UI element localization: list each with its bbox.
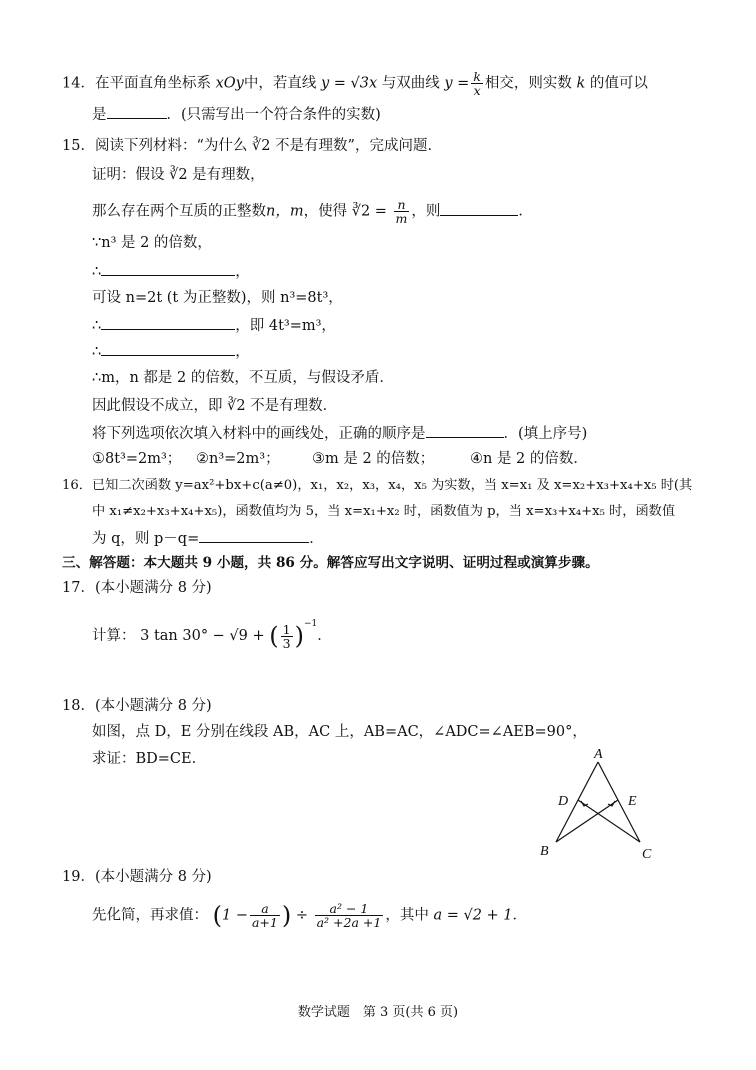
q16-line1: 16．已知二次函数 y=ax²+bx+c(a≠0)，x₁，x₂，x₃，x₄，x₅ 为实数，当 x=x₁ 及 x=x₂+x₃+x₄+x₅ 时(其 (62, 478, 693, 493)
q18-prove: 求证：BD=CE. (92, 751, 197, 767)
q15-order-question: 将下列选项依次填入材料中的画线处，正确的顺序是 ．(填上序号) (92, 423, 587, 444)
section-3-heading: 三、解答题：本大题共 9 小题，共 86 分。解答应写出文字说明、证明过程或演算步骤。 (62, 555, 599, 571)
q15-option-1: ①8t³=2m³； (92, 451, 182, 467)
q18-number: 18． (62, 698, 95, 714)
q15-proof-exists: 那么存在两个互质的正整数n，m，使得 ∛2 = $\frac{n}{m}$ ，则 ． (92, 197, 533, 226)
q15-intro: 15．阅读下列材料：“为什么 ∛2 不是有理数”，完成问题． (62, 138, 442, 154)
q15-option-3: ③m 是 2 的倍数； (312, 451, 435, 467)
page-footer: 数学试题 第 3 页(共 6 页) (297, 1005, 459, 1020)
q15-blank-4[interactable] (101, 341, 235, 356)
q18-header: 18．(本小题满分 8 分) (62, 698, 212, 714)
q17-fraction-one-third: $\frac{1}{3}$ (282, 621, 291, 651)
q14-line1: 14．在平面直角坐标系 xOy中，若直线 y = √3x 与双曲线 y = $\frac{k}{x}$ 相交，则实数 k 的值可以 (62, 69, 648, 98)
right-angle-mark-e (608, 801, 615, 806)
q14-hyperbola-fraction: $\frac{k}{x}$ (473, 69, 481, 98)
q15-option-2: ②n³=2m³； (196, 451, 280, 467)
q17-expression: 计算： 3 tan 30° − √9 + ( $\frac{1}{3}$ )$^{-1}$． (92, 619, 332, 651)
q16-answer-blank[interactable] (199, 528, 309, 543)
q15-contradiction: ∴m，n 都是 2 的倍数，不互质，与假设矛盾． (92, 370, 394, 386)
q15-blank-3[interactable] (101, 315, 235, 330)
q18-given: 如图，点 D，E 分别在线段 AB，AC 上，AB=AC，∠ADC=∠AEB=90°， (92, 724, 587, 740)
label-d: D (558, 794, 569, 809)
q18-triangle-figure (528, 742, 668, 866)
q14-line2: 是 ．(只需写出一个符合条件的实数) (92, 104, 381, 125)
label-a: A (594, 747, 603, 762)
q15-proof-assume: 证明：假设 ∛2 是有理数， (92, 167, 265, 183)
q14-answer-blank[interactable] (107, 104, 167, 119)
q15-number: 15． (62, 138, 95, 154)
q15-step-blank-3: ∴ ，即 4t³=m³， (92, 315, 336, 336)
right-angle-mark-d (581, 801, 588, 806)
q17-number: 17． (62, 580, 95, 596)
q14-number: 14． (62, 75, 95, 92)
q16-number: 16． (62, 478, 92, 493)
label-b: B (540, 844, 549, 859)
q14-line-equation: y = √3x (320, 75, 378, 92)
label-e: E (628, 794, 637, 809)
q19-header: 19．(本小题满分 8 分) (62, 869, 212, 885)
q15-blank-2[interactable] (101, 261, 235, 276)
q15-order-blank[interactable] (426, 423, 504, 438)
q15-step-substitute: 可设 n=2t (t 为正整数)，则 n³=8t³， (92, 290, 343, 306)
q19-fraction-1: $\frac{a}{a+1}$ (251, 901, 278, 930)
label-c: C (642, 847, 652, 862)
q19-fraction-2: $\frac{\text{a² − 1}}{\text{a² +2a +1}}$ (316, 901, 382, 930)
q19-expression: 先化简，再求值： (1 − $\frac{a}{a+1}$ ) ÷ $\frac{\text{a² − 1}}{\text{a² +2a +1}}$ ，其中 a = √2 + 1． (92, 901, 528, 930)
q15-conclusion: 因此假设不成立，即 ∛2 不是有理数． (92, 398, 338, 414)
q17-header: 17．(本小题满分 8 分) (62, 580, 212, 596)
q15-option-4: ④n 是 2 的倍数． (470, 451, 588, 467)
q19-number: 19． (62, 869, 95, 885)
q15-fraction-n-over-m: $\frac{n}{m}$ (395, 197, 408, 226)
q16-line3: 为 q，则 p－q= ． (92, 528, 324, 549)
q15-blank-1[interactable] (440, 201, 518, 216)
q15-step-blank-4: ∴ ， (92, 341, 250, 362)
q16-line2: 中 x₁≠x₂+x₃+x₄+x₅)，函数值均为 5，当 x=x₁+x₂ 时，函数值为 p，当 x=x₃+x₄+x₅ 时，函数值 (92, 504, 676, 519)
q15-step-n-cube: ∵n³ 是 2 的倍数， (92, 235, 212, 251)
q15-step-blank-2: ∴ ， (92, 261, 250, 282)
